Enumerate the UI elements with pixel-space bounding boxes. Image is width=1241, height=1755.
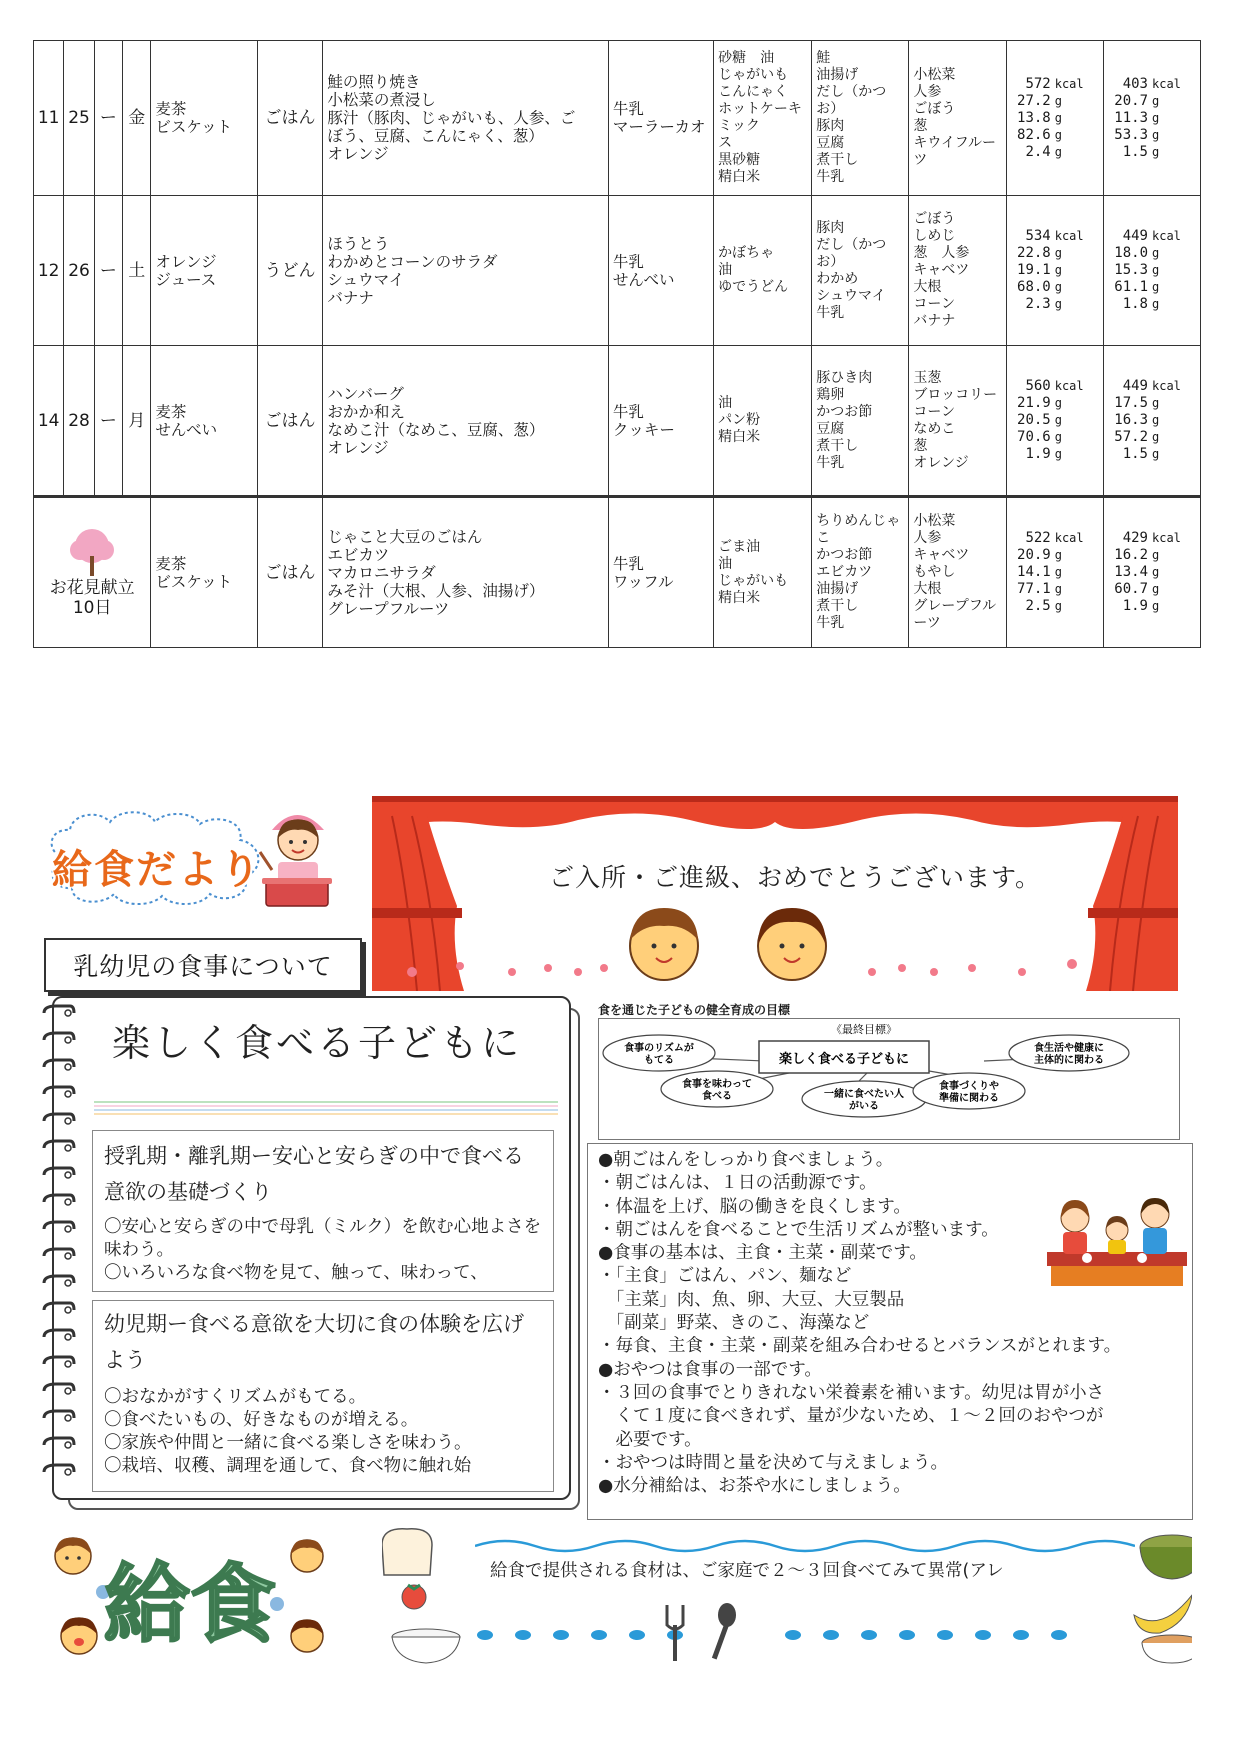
goal-node-text: 一緒に食べたい人 xyxy=(824,1089,904,1100)
menu-nutrition-infant xyxy=(1103,497,1200,648)
menu-row-special xyxy=(34,497,1201,648)
menu-date: 28 xyxy=(64,346,94,497)
nutrition-unit: g xyxy=(1152,447,1160,461)
nutrition-value xyxy=(1015,245,1097,262)
menu-dishes: ほうとう わかめとコーンのサラダ シュウマイ バナナ xyxy=(323,196,608,346)
nutrition-number: 17.5 xyxy=(1114,395,1148,411)
menu-staple: ごはん xyxy=(257,41,323,196)
meal-tip-line: ●おやつは食事の一部です。 xyxy=(598,1359,822,1380)
nutrition-value xyxy=(1112,127,1194,144)
nutrition-number: 13.4 xyxy=(1114,564,1148,580)
goal-node-text: 食べる xyxy=(702,1091,732,1102)
notebook-spiral-ring xyxy=(40,1220,76,1238)
goal-diagram xyxy=(598,1018,1180,1140)
nutrition-value xyxy=(1015,530,1097,547)
nutrition-number: 572 xyxy=(1025,75,1051,92)
nutrition-number: 449 xyxy=(1122,378,1148,394)
nutrition-unit: kcal xyxy=(1152,76,1181,91)
menu-nutrition-infant xyxy=(1103,41,1200,196)
music-notes-decoration xyxy=(94,1098,558,1118)
nutrition-value xyxy=(1015,598,1097,615)
tomato-icon xyxy=(402,1585,426,1609)
meal-tip-line: 「主菜」肉、魚、卵、大豆、大豆製品 xyxy=(598,1289,905,1310)
nutrition-number: 53.3 xyxy=(1114,126,1148,143)
nutrition-value xyxy=(1015,93,1097,110)
menu-day: 11 xyxy=(34,41,64,196)
nutrition-unit: kcal xyxy=(1054,531,1084,545)
nutrition-value xyxy=(1112,110,1194,127)
infancy-stage-item: 〇安心と安らぎの中で母乳（ミルク）を飲む心地よさを味わう。 xyxy=(104,1217,542,1260)
menu-energy-foods: 砂糖 油 じゃがいも こんにゃく ホットケーキミック ス 黒砂糖 精白米 xyxy=(714,41,812,196)
notebook-spiral-ring xyxy=(40,1031,76,1049)
menu-body-building-foods: 豚ひき肉 鶏卵 かつお節 豆腐 煮干し 牛乳 xyxy=(812,346,909,497)
goal-node-text: がいる xyxy=(849,1101,879,1112)
nutrition-value xyxy=(1015,262,1097,279)
nutrition-value xyxy=(1112,296,1194,313)
nutrition-value xyxy=(1015,127,1097,144)
menu-dash: ー xyxy=(94,346,122,497)
menu-morning-snack: 麦茶 せんべい xyxy=(151,346,257,497)
goal-diagram-final-goal: 《最終目標》 xyxy=(831,1023,897,1036)
nutrition-value xyxy=(1112,395,1194,412)
food-illustrations xyxy=(382,1525,1192,1665)
notebook-spiral-ring xyxy=(40,1274,76,1292)
nutrition-unit: kcal xyxy=(1152,379,1181,393)
meal-tip-line: くて１度に食べきれず、量が少ないため、１～２回のおやつが xyxy=(598,1406,1104,1427)
notebook-spiral-ring xyxy=(40,1247,76,1265)
menu-energy-foods: ごま油 油 じゃがいも 精白米 xyxy=(714,497,812,648)
menu-nutrition-child xyxy=(1006,497,1103,648)
childhood-stage-item: 〇おなかがすくリズムがもてる。 xyxy=(104,1387,367,1407)
nutrition-value xyxy=(1112,598,1194,615)
nutrition-value xyxy=(1112,581,1194,598)
menu-row xyxy=(34,41,1201,196)
nutrition-unit: g xyxy=(1054,144,1062,159)
meal-tip-line: ・「主食」ごはん、パン、麺など xyxy=(598,1266,852,1287)
nutrition-unit: g xyxy=(1054,413,1062,427)
meal-tip-line: 必要です。 xyxy=(598,1429,702,1450)
menu-body-building-foods: ちりめんじゃこ かつお節 エビカツ 油揚げ 煮干し 牛乳 xyxy=(812,497,909,648)
menu-nutrition-child xyxy=(1006,196,1103,346)
notebook-spiral-ring xyxy=(40,1112,76,1130)
menu-energy-foods: 油 パン粉 精白米 xyxy=(714,346,812,497)
nutrition-value xyxy=(1112,530,1194,547)
nutrition-unit: g xyxy=(1054,599,1062,613)
nutrition-number: 68.0 xyxy=(1017,279,1051,295)
nutrition-number: 16.3 xyxy=(1114,412,1148,428)
menu-dishes: 鮭の照り焼き 小松菜の煮浸し 豚汁（豚肉、じゃがいも、人参、ご ぼう、豆腐、こんにゃく、葱） オレンジ xyxy=(323,41,608,196)
menu-date: 25 xyxy=(64,41,94,196)
spoon-icon xyxy=(712,1603,736,1660)
menu-staple: ごはん xyxy=(257,497,323,648)
nutrition-number: 20.9 xyxy=(1017,547,1051,563)
menu-weekday: 金 xyxy=(123,41,151,196)
nutrition-number: 2.4 xyxy=(1025,143,1051,160)
nutrition-value xyxy=(1112,279,1194,296)
family-eating-illustration xyxy=(1047,1190,1187,1290)
section-label: 乳幼児の食事について xyxy=(44,938,362,992)
goal-node-text: もてる xyxy=(644,1055,674,1066)
nutrition-value xyxy=(1112,412,1194,429)
notebook-heading: 楽しく食べる子どもに xyxy=(112,1021,523,1065)
nutrition-number: 534 xyxy=(1025,228,1051,244)
nutrition-number: 70.6 xyxy=(1017,429,1051,445)
nutrition-unit: g xyxy=(1152,413,1160,427)
menu-morning-snack: オレンジ ジュース xyxy=(151,196,257,346)
menu-date: 26 xyxy=(64,196,94,346)
nutrition-unit: g xyxy=(1152,127,1160,142)
menu-afternoon-snack: 牛乳 クッキー xyxy=(608,346,713,497)
notebook-spiral-ring xyxy=(40,1193,76,1211)
rice-bowl-icon xyxy=(392,1629,460,1663)
nutrition-value xyxy=(1112,429,1194,446)
nutrition-value xyxy=(1112,144,1194,161)
nutrition-unit: g xyxy=(1054,396,1062,410)
menu-body-building-foods: 鮭 油揚げ だし（かつお） 豚肉 豆腐 煮干し 牛乳 xyxy=(812,41,909,196)
menu-nutrition-infant xyxy=(1103,346,1200,497)
menu-regulating-foods: ごぼう しめじ 葱 人参 キャベツ 大根 コーン バナナ xyxy=(909,196,1006,346)
nutrition-unit: g xyxy=(1152,246,1160,260)
nutrition-value xyxy=(1015,581,1097,598)
nutrition-value xyxy=(1015,228,1097,245)
menu-nutrition-child xyxy=(1006,346,1103,497)
nutrition-number: 13.8 xyxy=(1017,109,1051,126)
cooking-girl-illustration xyxy=(252,800,342,910)
menu-dishes: じゃこと大豆のごはん エビカツ マカロニサラダ みそ汁（大根、人参、油揚げ） グレープフルーツ xyxy=(323,497,608,648)
childhood-stage-item: 〇食べたいもの、好きなものが増える。 xyxy=(104,1410,419,1430)
menu-table xyxy=(33,40,1201,648)
nutrition-value xyxy=(1112,76,1194,93)
nutrition-value xyxy=(1112,228,1194,245)
menu-weekday: 月 xyxy=(123,346,151,497)
nutrition-unit: g xyxy=(1152,396,1160,410)
meal-tip-line: ●水分補給は、お茶や水にしましょう。 xyxy=(598,1476,911,1497)
nutrition-number: 403 xyxy=(1122,75,1148,92)
fork-icon xyxy=(667,1605,683,1661)
nutrition-number: 1.9 xyxy=(1025,446,1051,462)
menu-afternoon-snack: 牛乳 マーラーカオ xyxy=(608,41,713,196)
nutrition-unit: g xyxy=(1152,280,1160,294)
nutrition-number: 2.5 xyxy=(1025,598,1051,614)
nutrition-value xyxy=(1112,547,1194,564)
nutrition-value xyxy=(1015,279,1097,296)
bowl-icon xyxy=(1140,1535,1192,1579)
nutrition-unit: g xyxy=(1054,447,1062,461)
special-menu-title: お花見献立 10日 xyxy=(49,577,135,618)
goal-node-text: 準備に関わる xyxy=(939,1093,999,1104)
menu-morning-snack: 麦茶 ビスケット xyxy=(151,41,257,196)
menu-afternoon-snack: 牛乳 せんべい xyxy=(608,196,713,346)
childhood-stage-title: 幼児期ー食べる意欲を大切に食の体験を広げよう xyxy=(104,1312,524,1372)
goal-node-text: 食生活や健康に xyxy=(1034,1043,1104,1054)
nutrition-value xyxy=(1015,547,1097,564)
nutrition-number: 16.2 xyxy=(1114,547,1148,563)
cherry-tree-icon xyxy=(66,528,118,576)
childhood-stage-items xyxy=(104,1386,552,1478)
special-menu-label xyxy=(34,497,151,648)
kyushoku-big-text: 給食 xyxy=(104,1555,276,1655)
menu-staple: うどん xyxy=(257,196,323,346)
nutrition-number: 61.1 xyxy=(1114,279,1148,295)
nutrition-number: 82.6 xyxy=(1017,126,1051,143)
nutrition-unit: g xyxy=(1152,297,1160,311)
nutrition-number: 2.3 xyxy=(1025,296,1051,312)
menu-regulating-foods: 小松菜 人参 ごぼう 葱 キウイフルーツ xyxy=(909,41,1006,196)
nutrition-number: 20.7 xyxy=(1114,92,1148,109)
nutrition-unit: g xyxy=(1152,263,1160,277)
goal-node-text: 主体的に関わる xyxy=(1034,1055,1104,1066)
nutrition-unit: g xyxy=(1152,144,1160,159)
nutrition-number: 27.2 xyxy=(1017,92,1051,109)
menu-energy-foods: かぼちゃ 油 ゆでうどん xyxy=(714,196,812,346)
banana-icon xyxy=(1134,1595,1192,1633)
menu-morning-snack: 麦茶 ビスケット xyxy=(151,497,257,648)
masthead-title: 給食だより xyxy=(52,847,262,893)
menu-dishes: ハンバーグ おかか和え なめこ汁（なめこ、豆腐、葱） オレンジ xyxy=(323,346,608,497)
soup-bowl-icon xyxy=(1142,1635,1192,1663)
nutrition-unit: g xyxy=(1054,565,1062,579)
nutrition-number: 19.1 xyxy=(1017,262,1051,278)
nutrition-value xyxy=(1112,93,1194,110)
nutrition-number: 560 xyxy=(1025,378,1051,394)
meal-tip-line: ・朝ごはんを食べることで生活リズムが整います。 xyxy=(598,1219,999,1240)
nutrition-unit: g xyxy=(1152,110,1160,125)
notebook-spiral-ring xyxy=(40,1166,76,1184)
nutrition-value xyxy=(1112,564,1194,581)
meal-tip-line: ・おやつは時間と量を決めて与えましょう。 xyxy=(598,1452,948,1473)
footer-notice: 給食で提供される食材は、ご家庭で２～３回食べてみて異常(アレ xyxy=(490,1561,1004,1581)
notebook-spiral-ring xyxy=(40,1355,76,1373)
nutrition-value xyxy=(1015,76,1097,93)
goal-node-text: 食事のリズムが xyxy=(624,1043,694,1054)
nutrition-unit: kcal xyxy=(1152,531,1181,545)
nutrition-value xyxy=(1015,412,1097,429)
menu-body-building-foods: 豚肉 だし（かつお） わかめ シュウマイ 牛乳 xyxy=(812,196,909,346)
nutrition-value xyxy=(1015,395,1097,412)
nutrition-value xyxy=(1015,378,1097,395)
menu-regulating-foods: 小松菜 人参 キャベツ もやし 大根 グレープフルーツ xyxy=(909,497,1006,648)
meal-tip-line: ・３回の食事でとりきれない栄養素を補います。幼児は胃が小さ xyxy=(598,1382,1105,1403)
notebook-spiral-ring xyxy=(40,1085,76,1103)
nutrition-number: 1.5 xyxy=(1122,143,1148,160)
notebook-spiral-ring xyxy=(40,1004,76,1022)
menu-nutrition-child xyxy=(1006,41,1103,196)
nutrition-unit: g xyxy=(1054,430,1062,444)
kyushoku-big-title-illustration xyxy=(45,1534,375,1664)
nutrition-unit: g xyxy=(1054,297,1062,311)
nutrition-value xyxy=(1015,564,1097,581)
nutrition-unit: g xyxy=(1054,280,1062,294)
nutrition-number: 77.1 xyxy=(1017,581,1051,597)
notebook-spiral-ring xyxy=(40,1436,76,1454)
stage-message: ご入所・ご進級、おめでとうございます。 xyxy=(548,863,1041,892)
notebook-spiral-ring xyxy=(40,1301,76,1319)
nutrition-unit: g xyxy=(1054,263,1062,277)
menu-day: 12 xyxy=(34,196,64,346)
nutrition-value xyxy=(1015,446,1097,463)
nutrition-number: 60.7 xyxy=(1114,581,1148,597)
nutrition-value xyxy=(1015,144,1097,161)
infancy-stage-item: 〇いろいろな食べ物を見て、触って、味わって、 xyxy=(104,1263,488,1283)
menu-day: 14 xyxy=(34,346,64,497)
notebook-spiral-ring xyxy=(40,1139,76,1157)
nutrition-number: 429 xyxy=(1122,530,1148,546)
meal-tip-line: 「副菜」野菜、きのこ、海藻など xyxy=(598,1313,870,1334)
notebook-spiral-ring xyxy=(40,1463,76,1481)
menu-dash: ー xyxy=(94,41,122,196)
nutrition-unit: g xyxy=(1054,548,1062,562)
goal-diagram-center: 楽しく食べる子どもに xyxy=(778,1052,910,1067)
nutrition-unit: g xyxy=(1152,565,1160,579)
nutrition-number: 11.3 xyxy=(1114,109,1148,126)
meal-tip-line: ・体温を上げ、脳の働きを良くします。 xyxy=(598,1196,911,1217)
notebook-spiral-ring xyxy=(40,1382,76,1400)
nutrition-value xyxy=(1015,429,1097,446)
goal-node-text: 食事を味わって xyxy=(682,1079,752,1090)
childhood-stage-item: 〇家族や仲間と一緒に食べる楽しさを味わう。 xyxy=(104,1433,472,1453)
nutrition-number: 22.8 xyxy=(1017,245,1051,261)
notebook-spiral-ring xyxy=(40,1409,76,1427)
nutrition-value xyxy=(1015,110,1097,127)
nutrition-number: 522 xyxy=(1025,530,1051,546)
nutrition-number: 20.5 xyxy=(1017,412,1051,428)
nutrition-unit: g xyxy=(1054,246,1062,260)
nutrition-unit: kcal xyxy=(1152,229,1181,243)
nutrition-unit: kcal xyxy=(1054,229,1084,243)
menu-row xyxy=(34,196,1201,346)
nutrition-unit: g xyxy=(1054,110,1062,125)
meal-tip-line: ・朝ごはんは、１日の活動源です。 xyxy=(598,1173,877,1194)
menu-row xyxy=(34,346,1201,497)
nutrition-value xyxy=(1015,296,1097,313)
nutrition-unit: g xyxy=(1152,93,1160,108)
nutrition-number: 15.3 xyxy=(1114,262,1148,278)
nutrition-number: 1.9 xyxy=(1122,598,1148,614)
nutrition-unit: g xyxy=(1152,430,1160,444)
nutrition-value xyxy=(1112,245,1194,262)
childhood-stage-item: 〇栽培、収穫、調理を通して、食べ物に触れ始 xyxy=(104,1456,472,1476)
nutrition-unit: g xyxy=(1152,582,1160,596)
nutrition-unit: g xyxy=(1152,548,1160,562)
nutrition-unit: g xyxy=(1152,599,1160,613)
notebook-spiral-ring xyxy=(40,1328,76,1346)
nutrition-value xyxy=(1112,378,1194,395)
menu-dash: ー xyxy=(94,196,122,346)
nutrition-unit: g xyxy=(1054,93,1062,108)
menu-regulating-foods: 玉葱 ブロッコリー コーン なめこ 葱 オレンジ xyxy=(909,346,1006,497)
goal-diagram-caption: 食を通じた子どもの健全育成の目標 xyxy=(598,1003,791,1017)
nutrition-number: 57.2 xyxy=(1114,429,1148,445)
nutrition-value xyxy=(1112,446,1194,463)
nutrition-number: 1.5 xyxy=(1122,446,1148,462)
nutrition-number: 1.8 xyxy=(1122,296,1148,312)
nutrition-number: 14.1 xyxy=(1017,564,1051,580)
nutrition-unit: g xyxy=(1054,582,1062,596)
meal-tip-line: ●朝ごはんをしっかり食べましょう。 xyxy=(598,1150,894,1170)
bread-icon xyxy=(382,1529,432,1575)
meal-tip-line: ●食事の基本は、主食・主菜・副菜です。 xyxy=(598,1243,927,1264)
nutrition-unit: kcal xyxy=(1054,76,1084,91)
menu-staple: ごはん xyxy=(257,346,323,497)
notebook-spiral-ring xyxy=(40,1058,76,1076)
meal-tip-line: ・毎食、主食・主菜・副菜を組み合わせるとバランスがとれます。 xyxy=(598,1336,1122,1357)
nutrition-number: 449 xyxy=(1122,228,1148,244)
infancy-stage-title: 授乳期・離乳期ー安心と安らぎの中で食べる意欲の基礎づくり xyxy=(104,1144,524,1204)
nutrition-number: 18.0 xyxy=(1114,245,1148,261)
nutrition-unit: kcal xyxy=(1054,379,1084,393)
nutrition-unit: g xyxy=(1054,127,1062,142)
infancy-stage-items xyxy=(104,1216,552,1285)
menu-afternoon-snack: 牛乳 ワッフル xyxy=(608,497,713,648)
menu-nutrition-infant xyxy=(1103,196,1200,346)
nutrition-number: 21.9 xyxy=(1017,395,1051,411)
menu-weekday: 土 xyxy=(123,196,151,346)
nutrition-value xyxy=(1112,262,1194,279)
goal-node-text: 食事づくりや xyxy=(939,1081,999,1092)
